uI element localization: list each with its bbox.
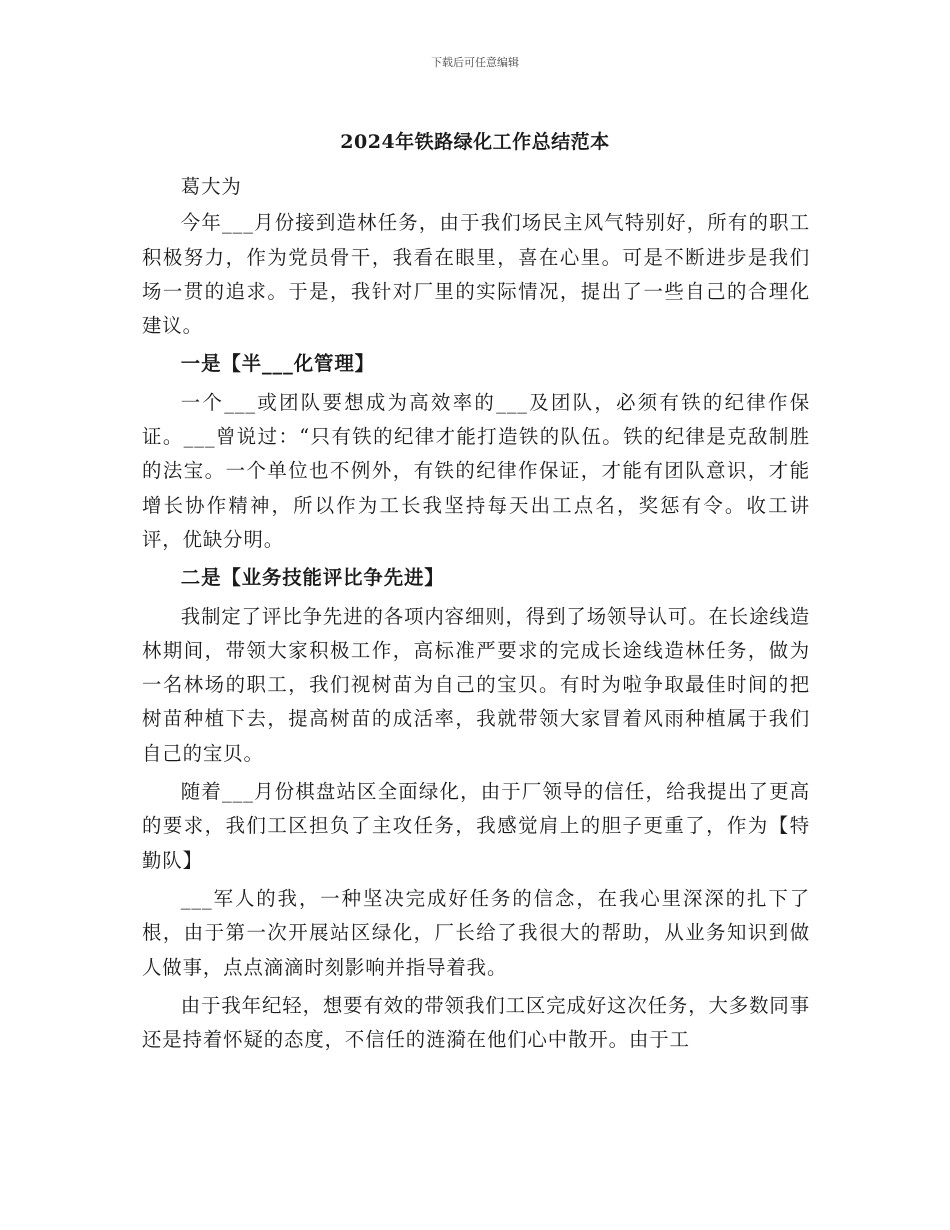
- section-heading-2: 二是【业务技能评比争先进】: [180, 566, 445, 590]
- paragraph-discipline: 一个___或团队要想成为高效率的___及团队，必须有铁的纪律作保证。___曾说过：“只有铁的纪律才能打造铁的队伍。铁的纪律是克敌制胜的法宝。一个单位也不例外，有铁的纪律作保证，才能有团队意识，才能增长协作精神，所以作为工长我坚持每天出工点名，奖惩有令。收工讲评，优缺分明。: [142, 390, 810, 551]
- section-heading-1: 一是【半___化管理】: [180, 352, 375, 376]
- paragraph-soldier: ___军人的我，一种坚决完成好任务的信念，在我心里深深的扎下了根，由于第一次开展站区绿化，厂长给了我很大的帮助，从业务知识到做人做事，点点滴滴时刻影响并指导着我。: [142, 886, 810, 979]
- paragraph-station-greening: 随着___月份棋盘站区全面绿化，由于厂领导的信任，给我提出了更高的要求，我们工区担负了主攻任务，我感觉肩上的胆子更重了，作为【特勤队】: [142, 780, 810, 872]
- paragraph-evaluation: 我制定了评比争先进的各项内容细则，得到了场领导认可。在长途线造林期间，带领大家积极工作，高标准严要求的完成长途线造林任务，做为一名林场的职工，我们视树苗为自己的宝贝。有时为啦争取最佳时间的把树苗种植下去，提高树苗的成活率，我就带领大家冒着风雨种植属于我们自己的宝贝。: [142, 604, 810, 765]
- document-body: [142, 170, 810, 1057]
- document-title: 2024年铁路绿化工作总结范本: [340, 131, 610, 153]
- paragraph-young-leader: 由于我年纪轻，想要有效的带领我们工区完成好这次任务，大多数同事还是持着怀疑的态度，不信任的涟漪在他们心中散开。由于工: [142, 993, 810, 1052]
- author-name: 葛大为: [180, 175, 242, 198]
- paragraph-intro: 今年___月份接到造林任务，由于我们场民主风气特别好，所有的职工积极努力，作为党员骨干，我看在眼里，喜在心里。可是不断进步是我们场一贯的追求。于是，我针对厂里的实际情况，提出了一些自己的合理化建议。: [142, 211, 810, 338]
- page-header-note: 下载后可任意编辑: [431, 56, 519, 69]
